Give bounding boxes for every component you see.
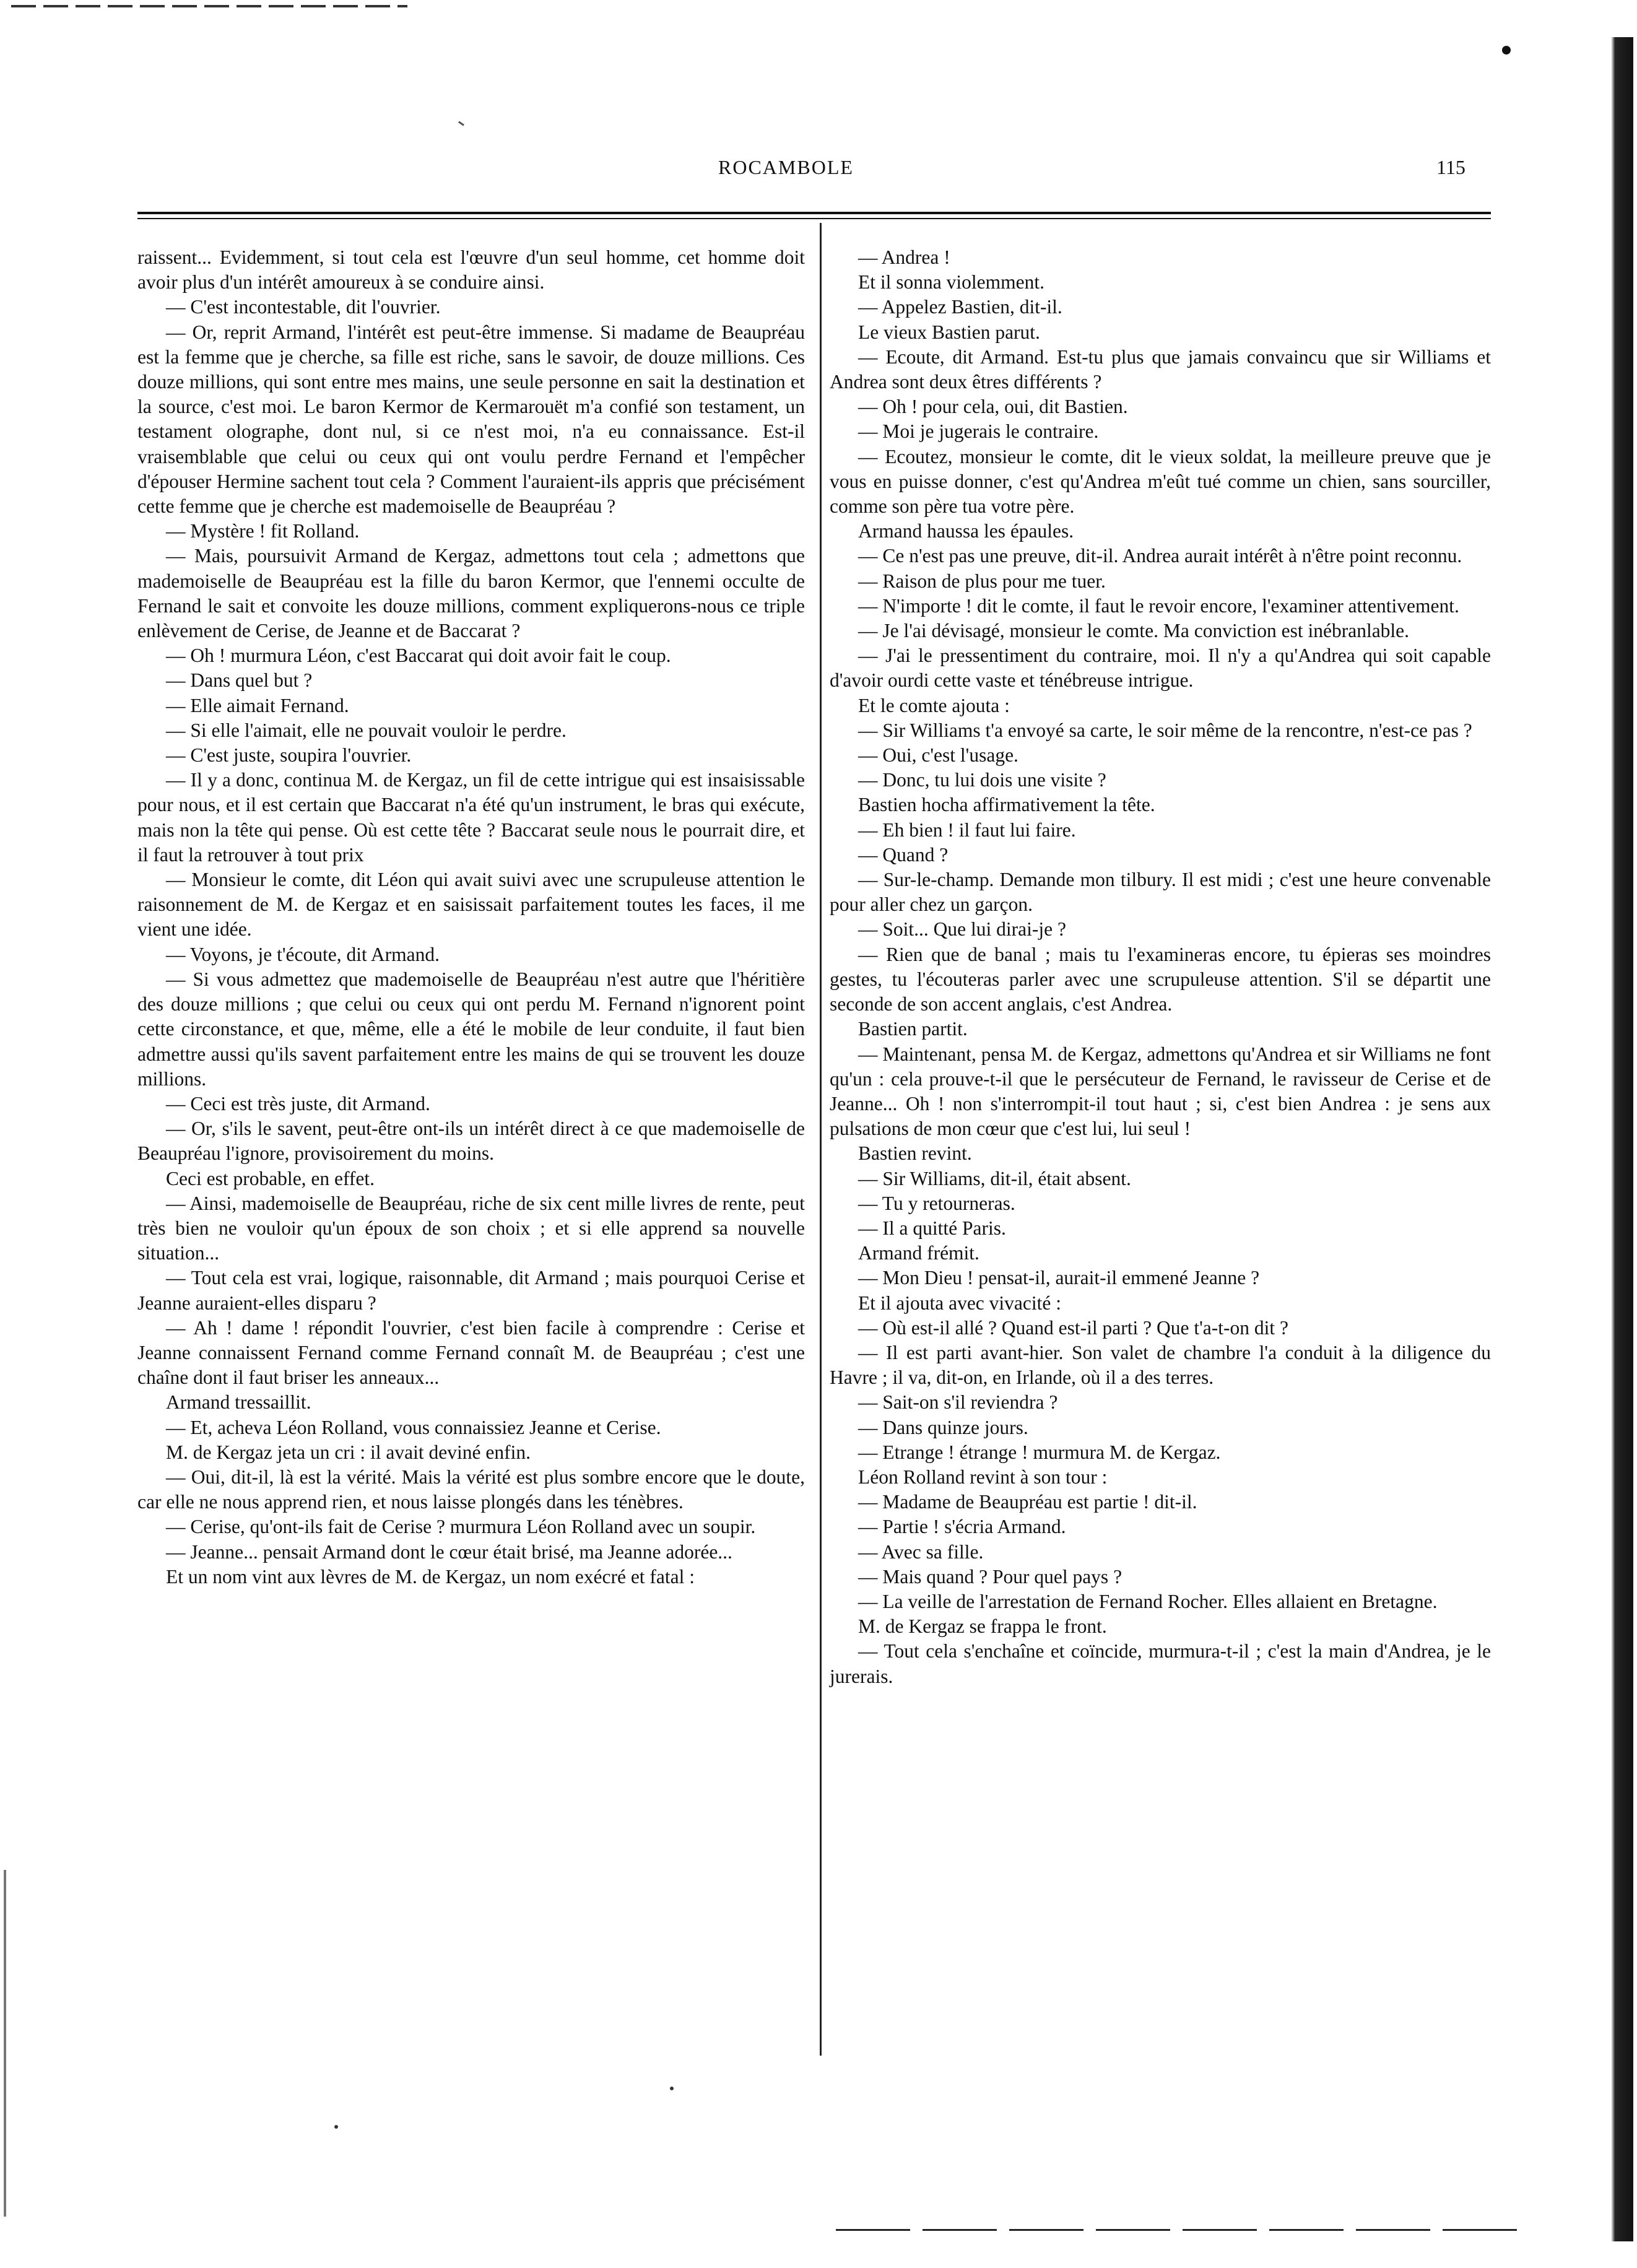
- paragraph: Bastien partit.: [858, 1018, 968, 1040]
- paragraph: Et le comte ajouta :: [858, 694, 1010, 716]
- paragraph: — Ce n'est pas une preuve, dit-il. Andrea aurait intérêt à n'être point reconnu.: [858, 545, 1462, 567]
- paragraph: Armand tressaillit.: [166, 1391, 311, 1414]
- paragraph: — Il y a donc, continua M. de Kergaz, un fil de cette intrigue qui est insaisissable pour nous, et il est certain que Baccarat n'a été qu'un instrument, le bras qui exécute, mais non la tête qui pense. Où est cette tête ? Baccarat seule nous le pourrait dire, et il faut la retrouver à tout prix: [137, 769, 805, 866]
- paragraph: — Où est-il allé ? Quand est-il parti ? Que t'a-t-on dit ?: [858, 1316, 1288, 1339]
- paragraph: — Sir Williams t'a envoyé sa carte, le soir même de la rencontre, n'est-ce pas ?: [858, 719, 1472, 741]
- paragraph: — Oh ! pour cela, oui, dit Bastien.: [858, 396, 1128, 418]
- header-rule: [137, 212, 1491, 214]
- running-header: [0, 156, 1637, 187]
- scan-edge-mark: [11, 5, 407, 7]
- paragraph: raissent... Evidemment, si tout cela est l'œuvre d'un seul homme, cet homme doit avoir plus d'un intérêt amoureux à se conduire ainsi.: [137, 246, 805, 293]
- paragraph: — Oui, dit-il, là est la vérité. Mais la vérité est plus sombre encore que le doute, car elle ne nous apprend rien, et nous laisse plongés dans les ténèbres.: [137, 1466, 805, 1513]
- paragraph: — C'est incontestable, dit l'ouvrier.: [166, 296, 441, 318]
- paragraph: Et il sonna violemment.: [858, 271, 1044, 293]
- paragraph: — Soit... Que lui dirai-je ?: [858, 918, 1066, 941]
- paragraph: Bastien revint.: [858, 1142, 972, 1165]
- header-rule-thin: [137, 218, 1491, 219]
- paragraph: — Mon Dieu ! pensat-il, aurait-il emmené Jeanne ?: [858, 1267, 1260, 1289]
- paragraph: — Sir Williams, dit-il, était absent.: [858, 1167, 1131, 1189]
- paragraph: — Andrea !: [858, 246, 950, 268]
- right-column: [830, 245, 1491, 1689]
- paragraph: Léon Rolland revint à son tour :: [858, 1466, 1108, 1488]
- ink-speck: [670, 2087, 674, 2090]
- paragraph: Bastien hocha affirmativement la tête.: [858, 794, 1155, 816]
- paragraph: — Tout cela s'enchaîne et coïncide, murmura-t-il ; c'est la main d'Andrea, je le jurerais.: [830, 1640, 1491, 1687]
- paragraph: — Tout cela est vrai, logique, raisonnable, dit Armand ; mais pourquoi Cerise et Jeanne auraient-elles disparu ?: [137, 1267, 805, 1314]
- paragraph: M. de Kergaz jeta un cri : il avait deviné enfin.: [166, 1441, 531, 1463]
- paragraph: — Quand ?: [858, 843, 949, 866]
- paragraph: — Et, acheva Léon Rolland, vous connaissiez Jeanne et Cerise.: [166, 1416, 661, 1438]
- paragraph: — J'ai le pressentiment du contraire, moi. Il n'y a qu'Andrea qui soit capable d'avoir ourdi cette vaste et ténébreuse intrigue.: [830, 645, 1491, 692]
- paragraph: — Partie ! s'écria Armand.: [858, 1516, 1066, 1538]
- paragraph: Ceci est probable, en effet.: [166, 1167, 375, 1189]
- paragraph: — Si elle l'aimait, elle ne pouvait vouloir le perdre.: [166, 719, 567, 741]
- paragraph: M. de Kergaz se frappa le front.: [858, 1615, 1107, 1638]
- paragraph: Et un nom vint aux lèvres de M. de Kergaz, un nom exécré et fatal :: [166, 1565, 695, 1588]
- paragraph: — Donc, tu lui dois une visite ?: [858, 769, 1106, 791]
- paragraph: — Madame de Beaupréau est partie ! dit-il.: [858, 1491, 1197, 1513]
- page-number: 115: [1436, 156, 1465, 178]
- paragraph: — Dans quel but ?: [166, 669, 313, 692]
- left-column: [137, 245, 805, 1589]
- paragraph: Armand frémit.: [858, 1242, 979, 1264]
- page-edge-shadow: [1611, 37, 1633, 2241]
- paragraph: — La veille de l'arrestation de Fernand Rocher. Elles allaient en Bretagne.: [858, 1590, 1438, 1612]
- paragraph: — Ceci est très juste, dit Armand.: [166, 1092, 430, 1114]
- paragraph: — Jeanne... pensait Armand dont le cœur était brisé, ma Jeanne adorée...: [166, 1540, 732, 1563]
- paragraph: — N'importe ! dit le comte, il faut le revoir encore, l'examiner attentivement.: [858, 594, 1459, 617]
- ink-dot: [1502, 46, 1511, 54]
- paragraph: — Etrange ! étrange ! murmura M. de Kergaz.: [858, 1441, 1221, 1463]
- paragraph: — Appelez Bastien, dit-il.: [858, 296, 1062, 318]
- paragraph: — Moi je jugerais le contraire.: [858, 420, 1099, 443]
- paragraph: — Monsieur le comte, dit Léon qui avait suivi avec une scrupuleuse attention le raisonnement de M. de Kergaz et en saisissait parfaitement toutes les faces, il me vient une idée.: [137, 869, 805, 941]
- paragraph: — Rien que de banal ; mais tu l'examineras encore, tu épieras ses moindres gestes, tu l'écouteras parler avec une scrupuleuse attention. S'il se départit une seconde de son accent anglais, c'est Andrea.: [830, 943, 1491, 1015]
- paragraph: — Eh bien ! il faut lui faire.: [858, 819, 1076, 841]
- ink-mark: [458, 121, 464, 126]
- paragraph: — Ainsi, mademoiselle de Beaupréau, riche de six cent mille livres de rente, peut très bien ne vouloir qu'un époux de son choix ; et si elle apprend sa nouvelle situation...: [137, 1192, 805, 1264]
- paragraph: — Raison de plus pour me tuer.: [858, 570, 1106, 592]
- paragraph: — Il est parti avant-hier. Son valet de chambre l'a conduit à la diligence du Havre ; il va, dit-on, en Irlande, où il a des terres.: [830, 1341, 1491, 1389]
- paragraph: — Avec sa fille.: [858, 1540, 984, 1563]
- paragraph: — Mais, poursuivit Armand de Kergaz, admettons tout cela ; admettons que mademoiselle de Beaupréau est la fille du baron Kermor, que l'ennemi occulte de Fernand le sait et convoite les douze millions, comment expliquerons-nous ce triple enlèvement de Cerise, de Jeanne et de Baccarat ?: [137, 545, 805, 642]
- running-title: ROCAMBOLE: [718, 156, 854, 178]
- paragraph: — Mais quand ? Pour quel pays ?: [858, 1565, 1122, 1588]
- paragraph: — Mystère ! fit Rolland.: [166, 520, 360, 542]
- paragraph: — Elle aimait Fernand.: [166, 694, 349, 716]
- paragraph: — Si vous admettez que mademoiselle de Beaupréau n'est autre que l'héritière des douze millions ; que celui ou ceux qui ont perdu M. Fernand n'ignorent point cette circonstance, et que, même, elle a été le mobile de leur conduite, il faut bien admettre aussi qu'ils savent parfaitement entre les mains de qui se trouvent les douze millions.: [137, 968, 805, 1090]
- paragraph: — Cerise, qu'ont-ils fait de Cerise ? murmura Léon Rolland avec un soupir.: [166, 1516, 756, 1538]
- paragraph: — Oui, c'est l'usage.: [858, 744, 1018, 767]
- paragraph: — C'est juste, soupira l'ouvrier.: [166, 744, 412, 767]
- paragraph: — Ecoutez, monsieur le comte, dit le vieux soldat, la meilleure preuve que je vous en puisse donner, c'est qu'Andrea m'eût tué comme un chien, sans sourciller, comme son père tua votre père.: [830, 445, 1491, 518]
- paragraph: — Ecoute, dit Armand. Est-tu plus que jamais convaincu que sir Williams et Andrea sont deux êtres différents ?: [830, 345, 1491, 393]
- paragraph: — Or, s'ils le savent, peut-être ont-ils un intérêt direct à ce que mademoiselle de Beaupréau l'ignore, provisoirement du moins.: [137, 1118, 805, 1165]
- paragraph: — Il a quitté Paris.: [858, 1217, 1006, 1239]
- paragraph: Le vieux Bastien parut.: [858, 321, 1040, 343]
- page-edge-mark: [4, 1870, 6, 2217]
- paragraph: — Ah ! dame ! répondit l'ouvrier, c'est bien facile à comprendre : Cerise et Jeanne connaissent Fernand comme Fernand connaît M. de Beaupréau ; c'est une chaîne dont il faut briser les anneaux...: [137, 1316, 805, 1389]
- paragraph: Et il ajouta avec vivacité :: [858, 1292, 1061, 1314]
- paragraph: — Tu y retourneras.: [858, 1192, 1015, 1214]
- column-divider: [820, 223, 822, 2056]
- paragraph: — Voyons, je t'écoute, dit Armand.: [166, 943, 440, 965]
- paragraph: — Oh ! murmura Léon, c'est Baccarat qui doit avoir fait le coup.: [166, 645, 671, 667]
- paragraph: — Je l'ai dévisagé, monsieur le comte. Ma conviction est inébranlable.: [858, 620, 1410, 642]
- paragraph: — Sait-on s'il reviendra ?: [858, 1391, 1058, 1414]
- paragraph: — Sur-le-champ. Demande mon tilbury. Il est midi ; c'est une heure convenable pour aller chez un garçon.: [830, 869, 1491, 916]
- bottom-rule: [836, 2229, 1517, 2231]
- paragraph: — Maintenant, pensa M. de Kergaz, admettons qu'Andrea et sir Williams ne font qu'un : cela prouve-t-il que le persécuteur de Fernand, le ravisseur de Cerise et de Jeanne... Oh ! non s'interrompit-il tout haut ; si, c'est bien Andrea : je sens aux pulsations de mon cœur que c'est lui, lui seul !: [830, 1043, 1491, 1140]
- paragraph: Armand haussa les épaules.: [858, 520, 1074, 542]
- paragraph: — Dans quinze jours.: [858, 1416, 1028, 1438]
- ink-speck: [334, 2125, 338, 2129]
- paragraph: — Or, reprit Armand, l'intérêt est peut-être immense. Si madame de Beaupréau est la femme que je cherche, sa fille est riche, sans le savoir, de douze millions. Ces douze millions, qui sont entre mes mains, une seule personne en sait la destination et la source, c'est moi. Le baron Kermor de Kermarouët m'a confié son testament, un testament olographe, dont nul, si ce n'est moi, n'a eu connaissance. Est-il vraisemblable que celui ou ceux qui ont voulu perdre Fernand et l'empêcher d'épouser Hermine sachent tout cela ? Comment l'auraient-ils appris que précisément cette femme que je cherche est mademoiselle de Beaupréau ?: [137, 321, 805, 518]
